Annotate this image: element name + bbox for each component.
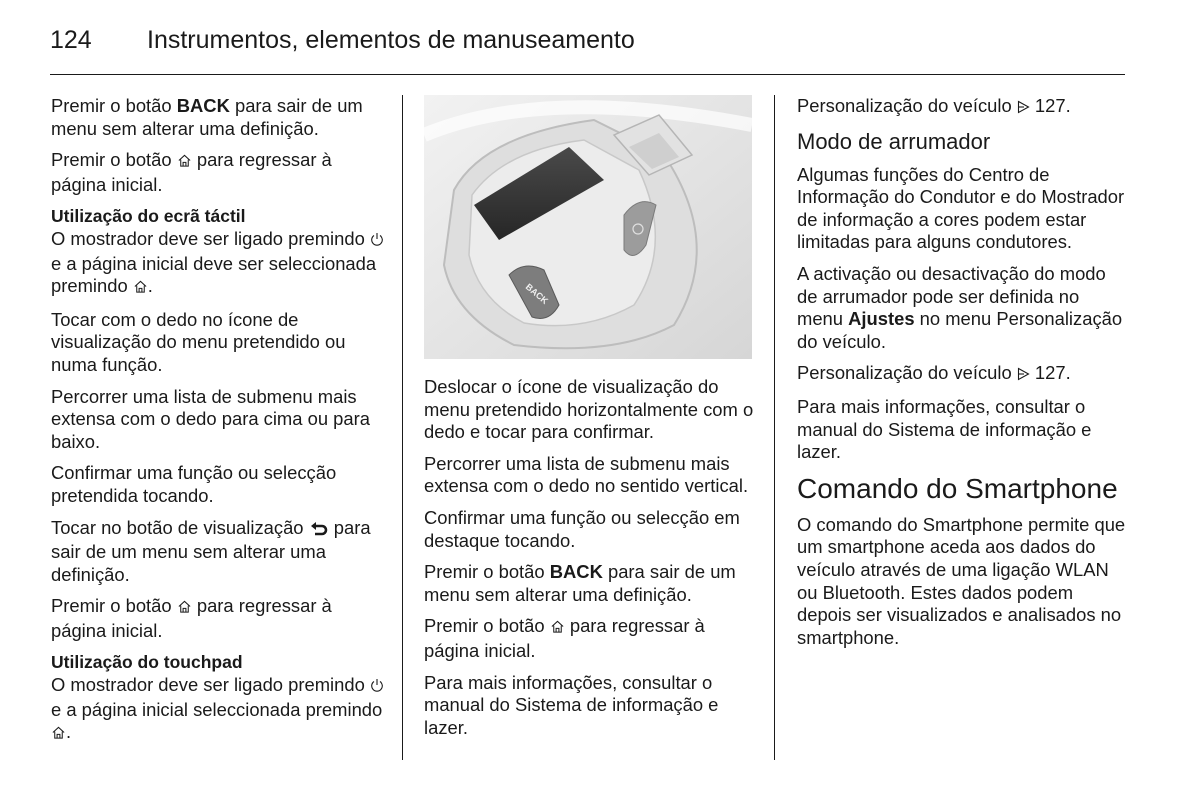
paragraph [51, 149, 386, 196]
paragraph [51, 517, 386, 587]
text: Premir o botão [51, 95, 177, 116]
paragraph [424, 615, 759, 662]
touchpad-heading: Utilização do touchpad [51, 652, 243, 673]
text: no menu Personalização do veículo. [797, 308, 1123, 352]
section-heading-large: Comando do Smartphone [797, 472, 1118, 504]
touchscreen-heading: Utilização do ecrã táctil [51, 206, 246, 227]
home-icon [550, 617, 565, 640]
paragraph: Tocar com o dedo no ícone de visualização do menu pretendido ou numa função. [51, 308, 346, 375]
text: para sair de um menu sem alterar uma definição. [51, 95, 363, 139]
page-title: Instrumentos, elementos de manuseamento [147, 26, 635, 54]
text: Personalização do veículo [797, 95, 1017, 116]
column-left [51, 95, 386, 755]
text: Premir o botão [51, 595, 177, 617]
home-icon [133, 277, 148, 300]
paragraph [51, 651, 386, 745]
text: O mostrador deve ser ligado premindo [51, 227, 370, 249]
text: . [147, 275, 153, 297]
cross-reference [797, 362, 1127, 387]
text: Premir o botão [51, 149, 177, 171]
paragraph [51, 595, 386, 642]
text: Premir o botão [424, 615, 550, 637]
text: A activação ou desactivação do modo de arrumador pode ser definida no menu [797, 262, 1106, 330]
text: O mostrador deve ser ligado premindo [51, 674, 370, 696]
paragraph [797, 263, 1127, 353]
text: para sair de um menu sem alterar uma definição. [424, 561, 736, 605]
paragraph [424, 561, 759, 606]
page-reference-icon [1017, 364, 1030, 387]
paragraph: Para mais informações, consultar o manual do Sistema de informação e lazer. [424, 671, 719, 738]
back-label: BACK [549, 561, 603, 583]
back-arrow-icon [309, 519, 329, 542]
power-icon [370, 676, 384, 699]
text: Premir o botão [424, 561, 550, 583]
paragraph: Algumas funções do Centro de Informação do Condutor e do Mostrador de informação a cores podem estar limitadas para alguns condutores. [797, 163, 1125, 253]
photo-back-label: BACK [523, 281, 551, 307]
column-divider [402, 95, 403, 760]
settings-label: Ajustes [848, 308, 915, 330]
column-middle [424, 95, 759, 748]
paragraph: Confirmar uma função ou selecção em destaque tocando. [424, 506, 740, 551]
paragraph [51, 205, 386, 299]
column-right [797, 95, 1127, 658]
page-number: 124 [50, 26, 92, 54]
paragraph: Percorrer uma lista de submenu mais extensa com o dedo no sentido vertical. [424, 452, 749, 497]
page-reference-icon [1017, 97, 1030, 120]
text: e a página inicial seleccionada premindo [51, 698, 383, 720]
column-divider [774, 95, 775, 760]
text: para sair de um menu sem alterar uma definição. [51, 516, 371, 585]
home-icon [51, 723, 66, 746]
text: para regressar à página inicial. [51, 149, 332, 195]
paragraph: Deslocar o ícone de visualização do menu pretendido horizontalmente com o dedo e tocar para confirmar. [424, 376, 754, 443]
paragraph: Para mais informações, consultar o manual do Sistema de informação e lazer. [797, 395, 1092, 463]
back-label: BACK [176, 95, 230, 116]
section-heading: Modo de arrumador [797, 128, 991, 154]
text: e a página inicial deve ser seleccionada premindo [51, 252, 377, 297]
paragraph: Confirmar uma função ou selecção pretendida tocando. [51, 462, 337, 506]
text: . [66, 721, 72, 743]
paragraph: O comando do Smartphone permite que um smartphone aceda aos dados do veículo através de uma ligação WLAN ou Bluetooth. Estes dados podem depois ser visualizados e analisados no smartphone. [797, 513, 1126, 648]
paragraph [51, 95, 386, 140]
text: 127. [1029, 362, 1071, 384]
page-header [50, 24, 1125, 75]
power-icon [370, 230, 384, 253]
home-icon [177, 597, 192, 620]
home-icon [177, 151, 192, 174]
paragraph: Percorrer uma lista de submenu mais extensa com o dedo para cima ou para baixo. [51, 385, 370, 452]
text: 127. [1029, 95, 1071, 116]
cross-reference [797, 95, 1127, 120]
text: para regressar à página inicial. [51, 595, 332, 641]
touchpad-photo [424, 95, 752, 359]
text: para regressar à página inicial. [424, 615, 705, 661]
text: Personalização do veículo [797, 362, 1017, 384]
text: Tocar no botão de visualização [51, 516, 309, 538]
